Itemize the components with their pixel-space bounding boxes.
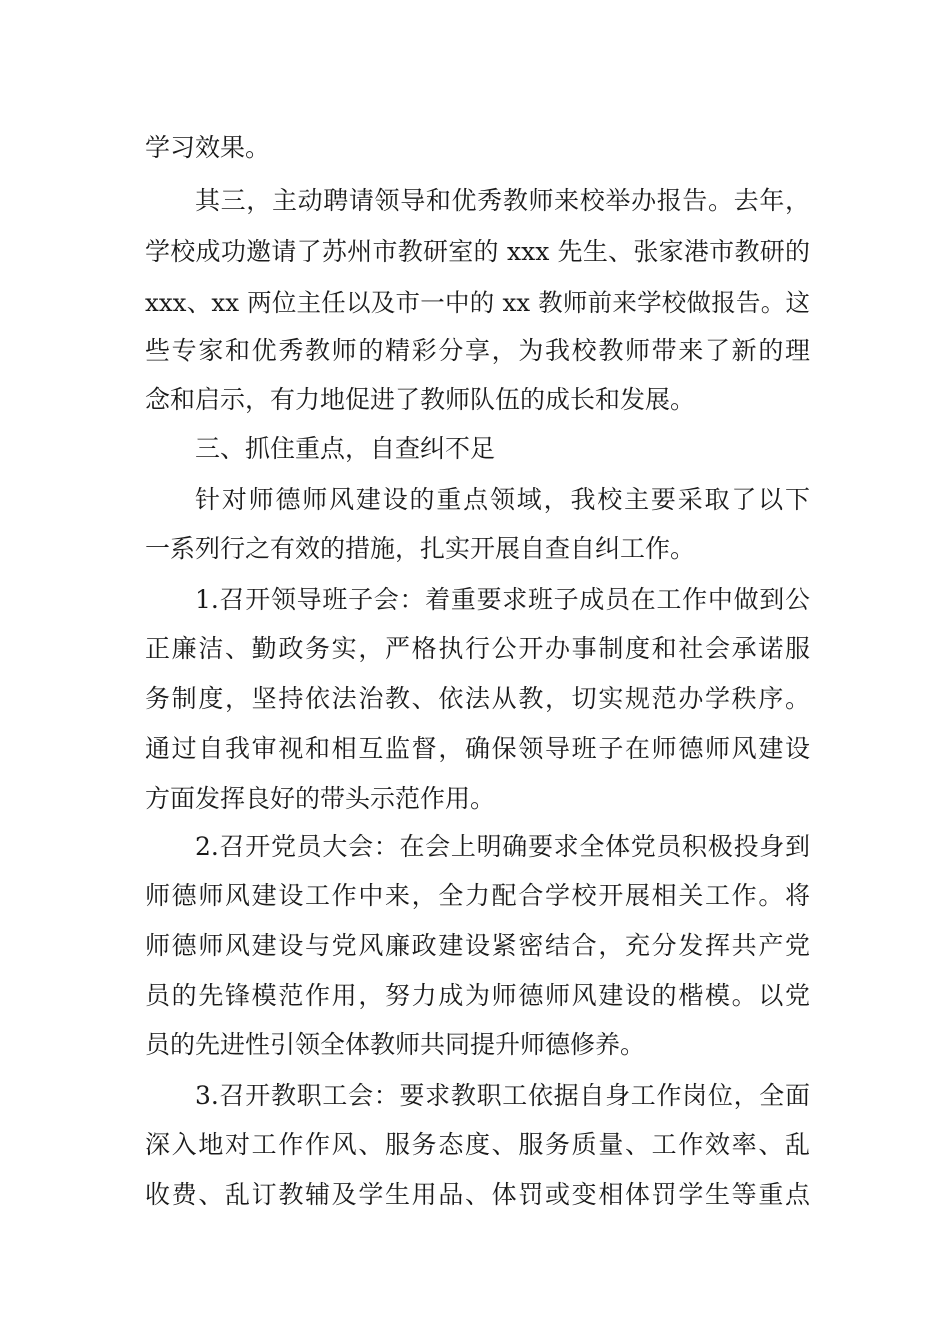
text-line: 深入地对工作作风、服务态度、服务质量、工作效率、乱 xyxy=(145,1130,810,1159)
text-line: 1.召开领导班子会：着重要求班子成员在工作中做到公 xyxy=(195,585,810,614)
text-line: 正廉洁、勤政务实，严格执行公开办事制度和社会承诺服 xyxy=(145,634,810,663)
section-heading: 三、抓住重点，自查纠不足 xyxy=(195,434,496,463)
text-line: 员的先锋模范作用，努力成为师德师风建设的楷模。以党 xyxy=(145,981,810,1010)
text-line: 念和启示，有力地促进了教师队伍的成长和发展。 xyxy=(145,385,696,414)
text-line: 收费、乱订教辅及学生用品、体罚或变相体罚学生等重点 xyxy=(145,1180,810,1209)
text-line: 通过自我审视和相互监督，确保领导班子在师德师风建设 xyxy=(145,734,810,763)
text-line: 方面发挥良好的带头示范作用。 xyxy=(145,784,496,813)
text-line: 2.召开党员大会：在会上明确要求全体党员积极投身到 xyxy=(195,832,810,861)
text-line: 师德师风建设与党风廉政建设紧密结合，充分发挥共产党 xyxy=(145,931,810,960)
text-line: 其三，主动聘请领导和优秀教师来校举办报告。去年， xyxy=(195,186,810,215)
text-line: 针对师德师风建设的重点领域，我校主要采取了以下 xyxy=(195,485,810,514)
text-line: 些专家和优秀教师的精彩分享，为我校教师带来了新的理 xyxy=(145,336,810,365)
text-line: 一系列行之有效的措施，扎实开展自查自纠工作。 xyxy=(145,534,696,563)
text-line: 师德师风建设工作中来，全力配合学校开展相关工作。将 xyxy=(145,881,810,910)
text-line: 员的先进性引领全体教师共同提升师德修养。 xyxy=(145,1030,646,1059)
text-line: 学习效果。 xyxy=(145,133,271,162)
text-line: 3.召开教职工会：要求教职工依据自身工作岗位，全面 xyxy=(195,1081,810,1110)
text-line: 务制度，坚持依法治教、依法从教，切实规范办学秩序。 xyxy=(145,684,810,713)
text-line: xxx、xx 两位主任以及市一中的 xx 教师前来学校做报告。这 xyxy=(145,288,810,317)
text-line: 学校成功邀请了苏州市教研室的 xxx 先生、张家港市教研的 xyxy=(145,237,810,266)
